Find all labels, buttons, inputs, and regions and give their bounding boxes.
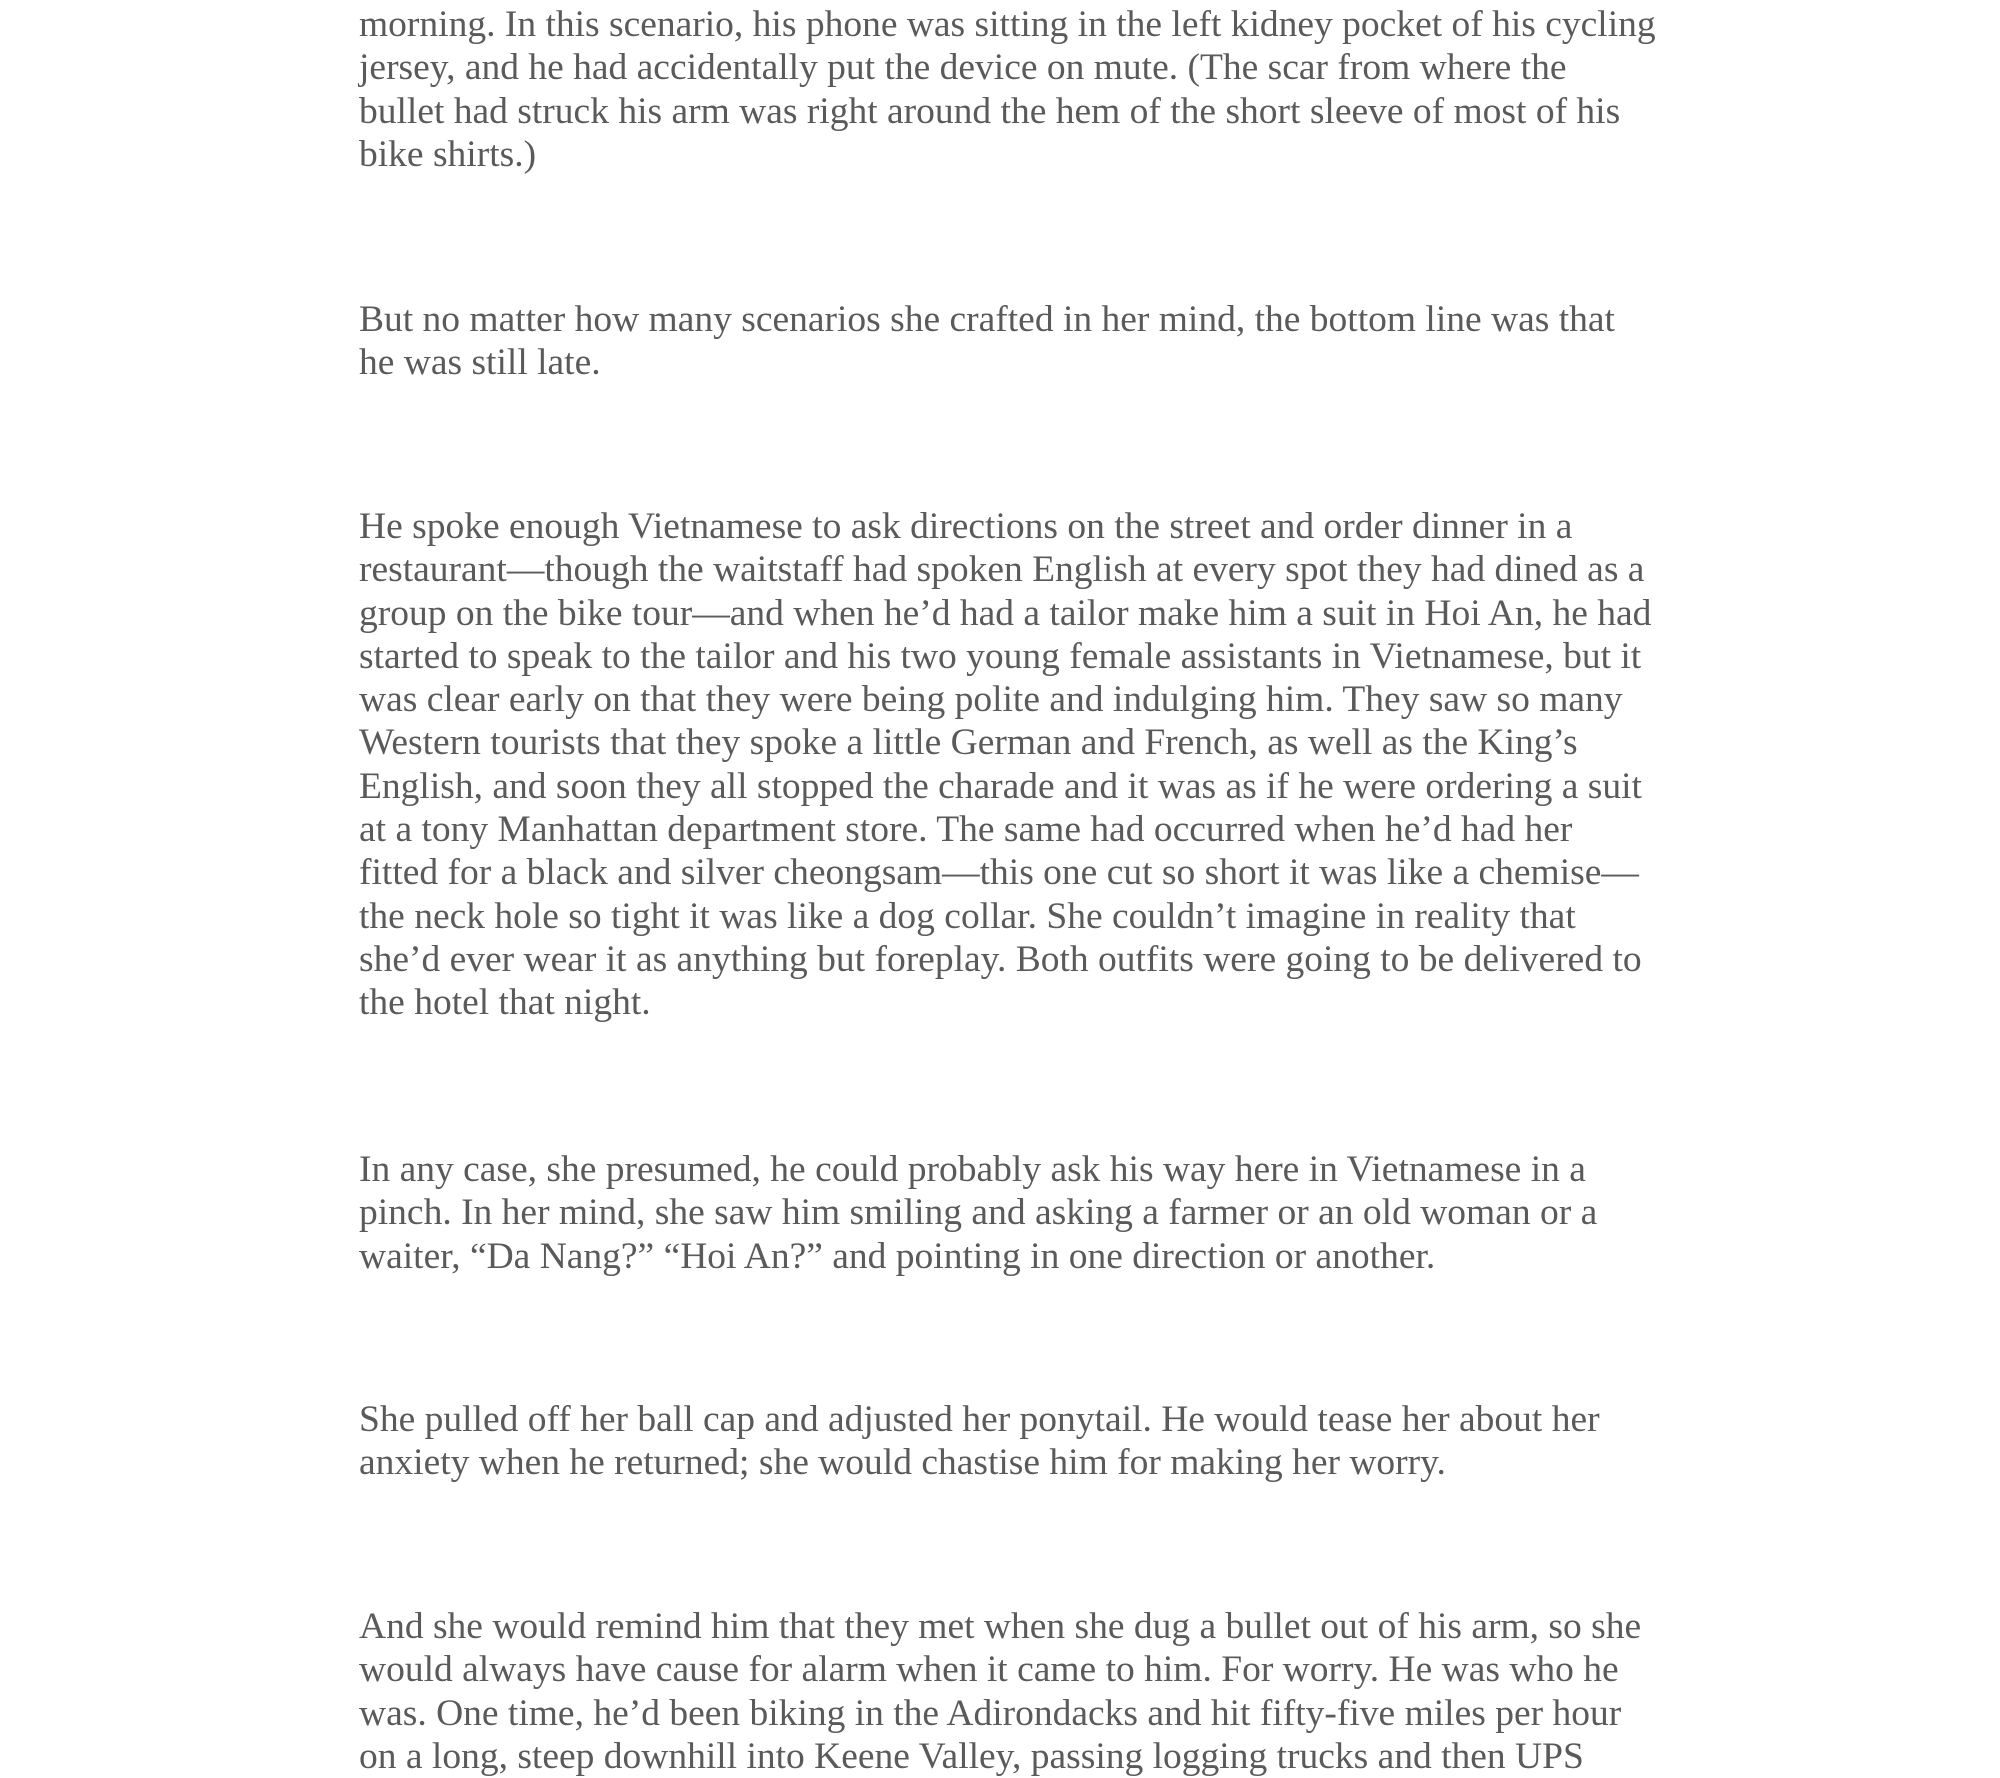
paragraph: In any case, she presumed, he could probably ask his way here in Vietnamese in a pinch. In her mind, she saw him smiling and asking a farmer or an old woman or a waiter, “Da Nang?” “Hoi An?” and pointing in one direction or another.: [359, 1149, 1598, 1277]
paragraph: He spoke enough Vietnamese to ask directions on the street and order dinner in a restaurant—though the waitstaff had spoken English at every spot they had dined as a group on the bike tour—and when he’d had a tailor make him a suit in Hoi An, he had started to speak to the tailor and his two young female assistants in Vietnamese, but it was clear early on that they were being polite and indulging him. They saw so many Western tourists that they spoke a little German and French, as well as the King’s English, and soon they all stopped the charade and it was as if he were ordering a suit at a tony Manhattan department store. The same had occurred when he’d had her fitted for a black and silver cheongsam—this one cut so short it was like a chemise— the neck hole so tight it was like a dog collar. She couldn’t imagine in reality that she’d ever wear it as anything but foreplay. Both outfits were going to be delivered to the hotel that night.: [359, 506, 1652, 1024]
paragraph: And she would remind him that they met when she dug a bullet out of his arm, so she would always have cause for alarm when it came to him. For worry. He was who he was. One time, he’d been biking in the Adirondacks and hit fifty-five miles per hour on a long, steep downhill into Keene Valley, passing logging trucks and then UPS: [359, 1606, 1642, 1777]
paragraph: But no matter how many scenarios she crafted in her mind, the bottom line was that he was still late.: [359, 299, 1615, 384]
paragraph: morning. In this scenario, his phone was sitting in the left kidney pocket of his cycling jersey, and he had accidentally put the device on mute. (The scar from where the bullet had struck his arm was right around the hem of the short sleeve of most of his bike shirts.): [359, 4, 1656, 175]
paragraph: She pulled off her ball cap and adjusted her ponytail. He would tease her about her anxiety when he returned; she would chastise him for making her worry.: [359, 1399, 1600, 1484]
